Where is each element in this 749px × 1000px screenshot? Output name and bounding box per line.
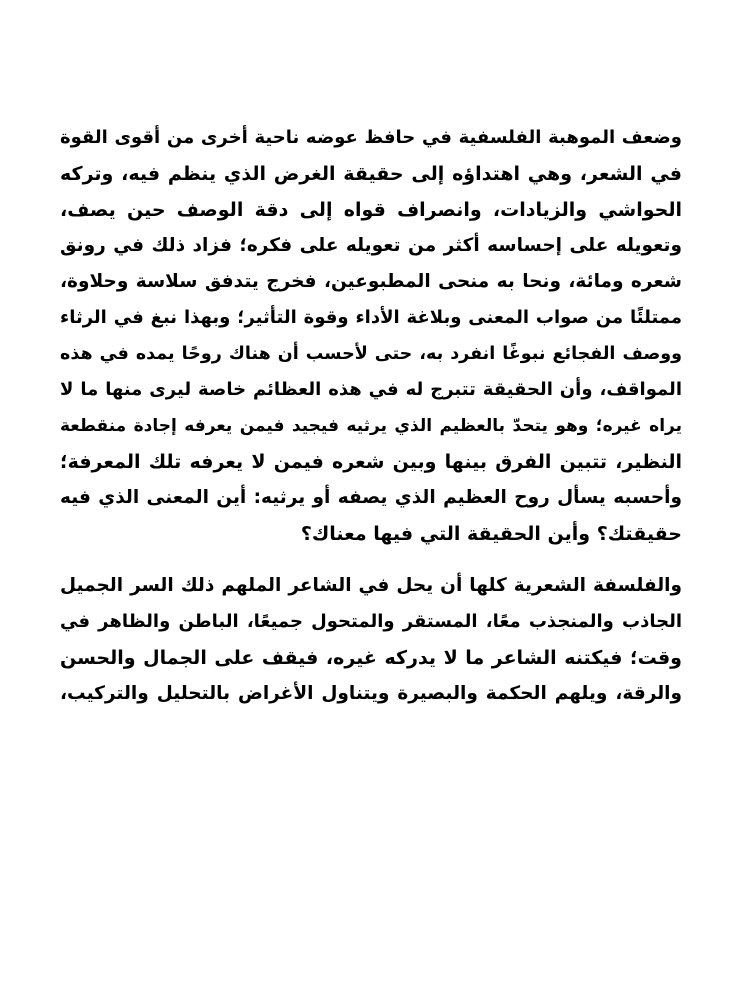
- text-line: يراه غيره؛ وهو يتحدّ بالعظيم الذي يرثيه فيجيد فيمن يعرفه إجادة منقطعة: [60, 416, 682, 436]
- text-line: وأحسبه يسأل روح العظيم الذي يصفه أو يرثيه: أين المعنى الذي فيه: [60, 487, 682, 508]
- paragraph-2: [60, 568, 682, 712]
- text-line: شعره ومائة، ونحا به منحى المطبوعين، فخرج يتدفق سلاسة وحلاوة،: [60, 271, 682, 292]
- text-line: والفلسفة الشعرية كلها أن يحل في الشاعر الملهم ذلك السر الجميل: [60, 575, 682, 596]
- text-line: الحواشي والزيادات، وانصراف قواه إلى دقة الوصف حين يصف،: [60, 199, 682, 221]
- text-line: والرقة، ويلهم الحكمة والبصيرة ويتناول الأغراض بالتحليل والتركيب،: [60, 683, 682, 704]
- text-line: وتعويله على إحساسه أكثر من تعويله على فكره؛ فزاد ذلك في رونق: [60, 235, 682, 256]
- text-line: وقت؛ فيكتنه الشاعر ما لا يدركه غيره، فيقف على الجمال والحسن: [60, 647, 682, 669]
- text-line: المواقف، وأن الحقيقة تتبرج له في هذه العظائم خاصة ليرى منها ما لا: [60, 379, 682, 400]
- document-page: [60, 120, 682, 712]
- text-line: ووصف الفجائع نبوغًا انفرد به، حتى لأحسب أن هناك روحًا يمده في هذه: [60, 344, 682, 364]
- text-line: ممتلئًا من صواب المعنى وبلاغة الأداء وقوة التأثير؛ وبهذا نبغ في الرثاء: [60, 307, 682, 328]
- text-line: الجاذب والمنجذب معًا، المستقر والمتحول جميعًا، الباطن والظاهر في: [60, 611, 682, 632]
- text-line: النظير، تتبين الفرق بينها وبين شعره فيمن لا يعرفه تلك المعرفة؛: [60, 451, 682, 473]
- text-line-last: حقيقتك؟ وأين الحقيقة التي فيها معناك؟: [300, 523, 682, 545]
- text-line: في الشعر، وهي اهتداؤه إلى حقيقة الغرض الذي ينظم فيه، وتركه: [60, 163, 682, 185]
- text-line: وضعف الموهبة الفلسفية في حافظ عوضه ناحية أخرى من أقوى القوة: [60, 127, 682, 148]
- paragraph-1: [60, 120, 682, 552]
